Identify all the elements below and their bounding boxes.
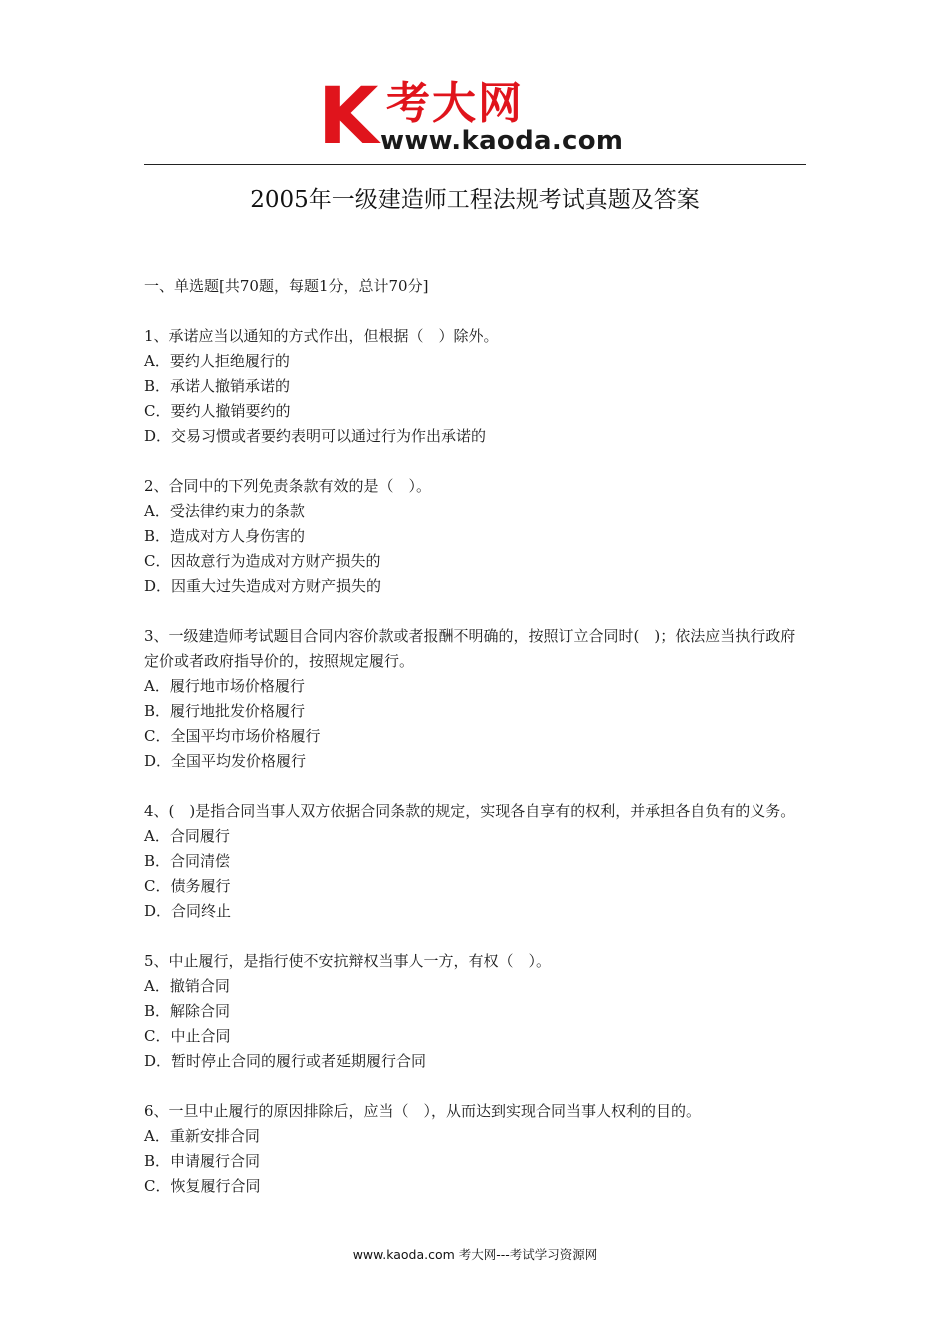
question-2 (144, 474, 808, 599)
question-stem: 2、合同中的下列免责条款有效的是（ ）。 (144, 477, 432, 495)
question-6 (144, 1099, 808, 1199)
answer-option: B．履行地批发价格履行 (144, 702, 306, 720)
answer-option: D．暂时停止合同的履行或者延期履行合同 (144, 1052, 427, 1070)
question-5 (144, 949, 808, 1074)
answer-option: D．合同终止 (144, 902, 232, 920)
answer-option: A．受法律约束力的条款 (144, 502, 305, 520)
answer-option: C．要约人撤销要约的 (144, 402, 291, 420)
answer-option: A．履行地市场价格履行 (144, 677, 305, 695)
site-logo (318, 72, 640, 162)
answer-option: A．重新安排合同 (144, 1127, 260, 1145)
question-stem: 1、承诺应当以通知的方式作出，但根据（ ）除外。 (144, 327, 499, 345)
answer-option: C．因故意行为造成对方财产损失的 (144, 552, 381, 570)
answer-option: C．全国平均市场价格履行 (144, 727, 321, 745)
answer-option: B．申请履行合同 (144, 1152, 261, 1170)
page-footer: www.kaoda.com 考大网---考试学习资源网 (352, 1247, 598, 1262)
answer-option: D．因重大过失造成对方财产损失的 (144, 577, 382, 595)
answer-option: C．中止合同 (144, 1027, 231, 1045)
answer-option: A．要约人拒绝履行的 (144, 352, 290, 370)
answer-option: C．恢复履行合同 (144, 1177, 261, 1195)
logo-name: 考大网 (386, 78, 524, 129)
question-1 (144, 324, 808, 449)
answer-option: A．撤销合同 (144, 977, 230, 995)
question-stem: 5、中止履行，是指行使不安抗辩权当事人一方，有权（ ）。 (144, 952, 552, 970)
question-3 (144, 624, 808, 774)
answer-option: A．合同履行 (144, 827, 230, 845)
document-body (144, 274, 808, 1224)
logo-url: www.kaoda.com (380, 126, 624, 156)
answer-option: C．债务履行 (144, 877, 231, 895)
answer-option: B．造成对方人身伤害的 (144, 527, 306, 545)
question-stem: 4、( )是指合同当事人双方依据合同条款的规定，实现各自享有的权利，并承担各自负有的义务。 (144, 802, 796, 820)
question-stem: 3、一级建造师考试题目合同内容价款或者报酬不明确的，按照订立合同时( )；依法应当执行政府定价或者政府指导价的，按照规定履行。 (144, 627, 796, 670)
answer-option: D．交易习惯或者要约表明可以通过行为作出承诺的 (144, 427, 487, 445)
answer-option: B．承诺人撤销承诺的 (144, 377, 291, 395)
section-heading: 一、单选题[共70题，每题1分，总计70分] (144, 277, 429, 295)
answer-option: B．合同清偿 (144, 852, 231, 870)
question-4 (144, 799, 808, 924)
document-title: 2005年一级建造师工程法规考试真题及答案 (250, 187, 700, 213)
logo-mark: K (318, 72, 377, 162)
question-stem: 6、一旦中止履行的原因排除后，应当（ ），从而达到实现合同当事人权利的目的。 (144, 1102, 702, 1120)
answer-option: D．全国平均发价格履行 (144, 752, 307, 770)
answer-option: B．解除合同 (144, 1002, 231, 1020)
header-divider (144, 164, 806, 165)
